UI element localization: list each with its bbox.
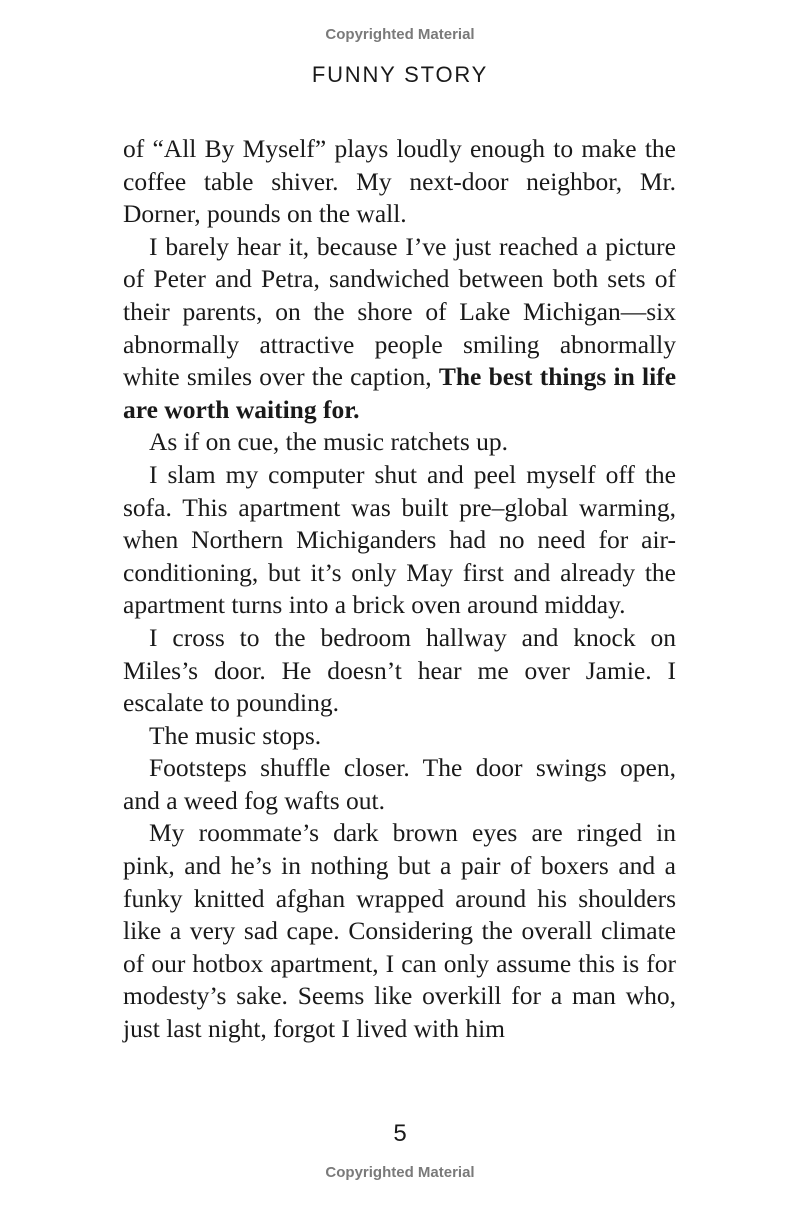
copyright-watermark-bottom: Copyrighted Material: [325, 1164, 475, 1181]
paragraph-4: I slam my computer shut and peel myself off the sofa. This apartment was built pre–global warming, when Northern Michiganders had no need for air-conditioning, but it’s only May first and already the apartment turns into a brick oven around midday.: [123, 459, 676, 620]
page-number: 5: [393, 1120, 407, 1147]
running-head: FUNNY STORY: [311, 62, 489, 87]
paragraph-6: The music stops.: [149, 720, 322, 750]
paragraph-1: of “All By Myself” plays loudly enough to make the coffee table shiver. My next-door neighbor, Mr. Dorner, pounds on the wall.: [123, 134, 676, 229]
copyright-watermark-top: Copyrighted Material: [325, 26, 475, 43]
paragraph-5: I cross to the bedroom hallway and knock on Miles’s door. He doesn’t hear me over Jamie. I escalate to pounding.: [123, 622, 676, 718]
caption-bold: The best things in life are worth waiting for.: [123, 362, 677, 424]
paragraph-8: My roommate’s dark brown eyes are ringed in pink, and he’s in nothing but a pair of boxers and a funky knitted afghan wrapped around his shoulders like a very sad cape. Considering the overall climate of our hotbox apartment, I can only assume this is for modesty’s sake. Seems like overkill for a man who, just last night, forgot I lived with him: [123, 818, 676, 1044]
paragraph-7: Footsteps shuffle closer. The door swings open, and a weed fog wafts out.: [123, 753, 676, 815]
paragraph-3: As if on cue, the music ratchets up.: [149, 427, 509, 457]
paragraph-2-text: I barely hear it, because I’ve just reached a picture of Peter and Petra, sandwiched between both sets of their parents, on the shore of Lake Michigan—six abnormally attractive people smiling abnormally white smiles over the caption,: [123, 231, 676, 392]
body-text: [123, 133, 676, 1046]
paragraph-2: [123, 231, 676, 427]
